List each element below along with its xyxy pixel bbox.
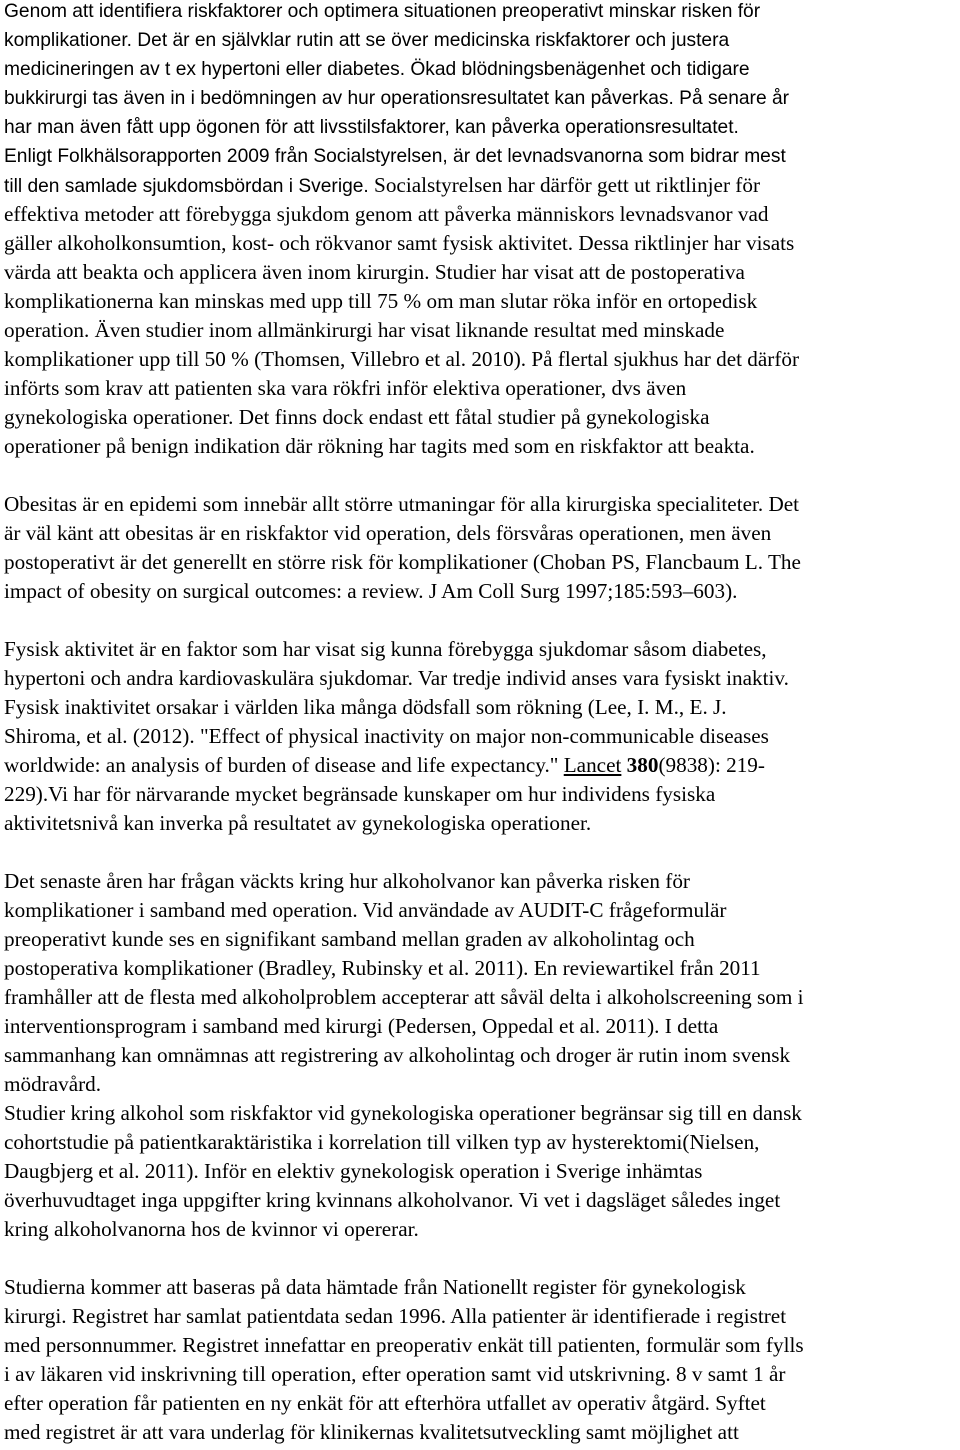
text-line: kirurgi. Registret har samlat patientdata sedan 1996. Alla patienter är identifierade i registret xyxy=(4,1304,787,1328)
text-line: mödravård. xyxy=(4,1072,102,1096)
paragraph-physical-activity xyxy=(4,635,957,838)
text-line: operationer på benign indikation där rökning har tagits med som en riskfaktor att beakta. xyxy=(4,434,755,458)
text-line: är väl känt att obesitas är en riskfaktor vid operation, dels försvåras operationen, men även xyxy=(4,521,772,545)
text-line: Enligt Folkhälsorapporten 2009 från Socialstyrelsen, är det levnadsvanorna som bidrar mest xyxy=(4,146,786,167)
text-line: postoperativt är det generellt en större risk för komplikationer (Choban PS, Flancbaum L. The xyxy=(4,550,801,574)
text-line: med registret är att vara underlag för klinikernas kvalitetsutveckling samt möjlighet att xyxy=(4,1420,739,1444)
paragraph-spacer xyxy=(4,1244,957,1273)
text-line: 229).Vi har för närvarande mycket begränsade kunskaper om hur individens fysiska xyxy=(4,782,716,806)
text-line: interventionsprogram i samband med kirurgi (Pedersen, Oppedal et al. 2011). I detta xyxy=(4,1014,719,1038)
text-line: Daugbjerg et al. 2011). Inför en elektiv gynekologisk operation i Sverige inhämtas xyxy=(4,1159,703,1183)
text-line: Obesitas är en epidemi som innebär allt större utmaningar för alla kirurgiska specialiteter. Det xyxy=(4,492,800,516)
citation-pages: (9838): 219- xyxy=(658,753,765,777)
text-line: postoperativa komplikationer (Bradley, Rubinsky et al. 2011). En reviewartikel från 2011 xyxy=(4,956,761,980)
text-line: Studierna kommer att baseras på data hämtade från Nationellt register för gynekologisk xyxy=(4,1275,746,1299)
paragraph-spacer xyxy=(4,838,957,867)
text-line: gynekologiska operationer. Det finns dock endast ett fåtal studier på gynekologiska xyxy=(4,405,710,429)
text-line: cohortstudie på patientkaraktäristika i korrelation till vilken typ av hysterektomi(Nielsen, xyxy=(4,1130,760,1154)
paragraph-register xyxy=(4,1273,957,1447)
citation-text: worldwide: an analysis of burden of disease and life expectancy." xyxy=(4,753,564,777)
text-line: effektiva metoder att förebygga sjukdom genom att påverka människors levnadsvanor vad xyxy=(4,202,769,226)
text-line: komplikationer i samband med operation. Vid användade av AUDIT-C frågeformulär xyxy=(4,898,727,922)
text-line: sammanhang kan omnämnas att registrering av alkoholintag och droger är rutin inom svensk xyxy=(4,1043,791,1067)
paragraph-preoperative-risk xyxy=(4,0,957,461)
text-line: med personnummer. Registret innefattar en preoperativ enkät till patienten, formulär som fylls xyxy=(4,1333,804,1357)
text-line: har man även fått upp ögonen för att livsstilsfaktorer, kan påverka operationsresultatet. xyxy=(4,117,739,138)
text-line: överhuvudtaget inga uppgifter kring kvinnans alkoholvanor. Vi vet i dagsläget således inget xyxy=(4,1188,781,1212)
text-line: gäller alkoholkonsumtion, kost- och rökvanor samt fysisk aktivitet. Dessa riktlinjer har visats xyxy=(4,231,795,255)
citation-line xyxy=(4,751,957,780)
text-line: preoperativt kunde ses en signifikant samband mellan graden av alkoholintag och xyxy=(4,927,695,951)
text-line: införts som krav att patienten ska vara rökfri inför elektiva operationer, dvs även xyxy=(4,376,687,400)
text-line: komplikationerna kan minskas med upp till 75 % om man slutar röka inför en ortopedisk xyxy=(4,289,758,313)
text-line: Genom att identifiera riskfaktorer och optimera situationen preoperativt minskar risken för xyxy=(4,1,761,22)
paragraph-obesity xyxy=(4,490,957,606)
text-line: Shiroma, et al. (2012). "Effect of physical inactivity on major non-communicable diseases xyxy=(4,724,769,748)
text-line: framhåller att de flesta med alkoholproblem accepterar att såväl delta i alkoholscreening som i xyxy=(4,985,804,1009)
text-line: komplikationer. Det är en självklar rutin att se över medicinska riskfaktorer och justera xyxy=(4,30,730,51)
text-line: impact of obesity on surgical outcomes: a review. J Am Coll Surg 1997;185:593–603). xyxy=(4,579,738,603)
journal-link-lancet[interactable]: Lancet xyxy=(563,753,622,777)
text-line: kring alkoholvanorna hos de kvinnor vi opererar. xyxy=(4,1217,419,1241)
text-segment-sans: till den samlade sjukdomsbördan i Sverige. xyxy=(4,176,369,197)
text-line: medicineringen av t ex hypertoni eller diabetes. Ökad blödningsbenägenhet och tidigare xyxy=(4,59,750,80)
text-line: Fysisk inaktivitet orsakar i världen lika många dödsfall som rökning (Lee, I. M., E. J. xyxy=(4,695,727,719)
text-line: komplikationer upp till 50 % (Thomsen, Villebro et al. 2010). På flertal sjukhus har det därför xyxy=(4,347,800,371)
text-line: Fysisk aktivitet är en faktor som har visat sig kunna förebygga sjukdomar såsom diabetes, xyxy=(4,637,767,661)
paragraph-spacer xyxy=(4,461,957,490)
text-segment-serif: Socialstyrelsen har därför gett ut riktlinjer för xyxy=(368,173,761,197)
document-page xyxy=(4,0,957,1447)
paragraph-spacer xyxy=(4,606,957,635)
text-line-mixed xyxy=(4,171,957,200)
text-line: Studier kring alkohol som riskfaktor vid gynekologiska operationer begränsar sig till en dansk xyxy=(4,1101,802,1125)
text-line: hypertoni och andra kardiovaskulära sjukdomar. Var tredje individ anses vara fysiskt inaktiv. xyxy=(4,666,789,690)
text-line: operation. Även studier inom allmänkirurgi har visat liknande resultat med minskade xyxy=(4,318,725,342)
paragraph-alcohol xyxy=(4,867,957,1244)
text-line: i av läkaren vid inskrivning till operation, efter operation samt vid utskrivning. 8 v samt 1 år xyxy=(4,1362,786,1386)
text-line: Det senaste åren har frågan väckts kring hur alkoholvanor kan påverka risken för xyxy=(4,869,690,893)
text-line: bukkirurgi tas även in i bedömningen av hur operationsresultatet kan påverkas. På senare år xyxy=(4,88,790,109)
text-line: efter operation får patienten en ny enkät för att efterhöra utfallet av operativ åtgärd. Syftet xyxy=(4,1391,766,1415)
text-line: värda att beakta och applicera även inom kirurgin. Studier har visat att de postoperativa xyxy=(4,260,745,284)
citation-volume: 380 xyxy=(626,753,659,777)
text-line: aktivitetsnivå kan inverka på resultatet av gynekologiska operationer. xyxy=(4,811,592,835)
